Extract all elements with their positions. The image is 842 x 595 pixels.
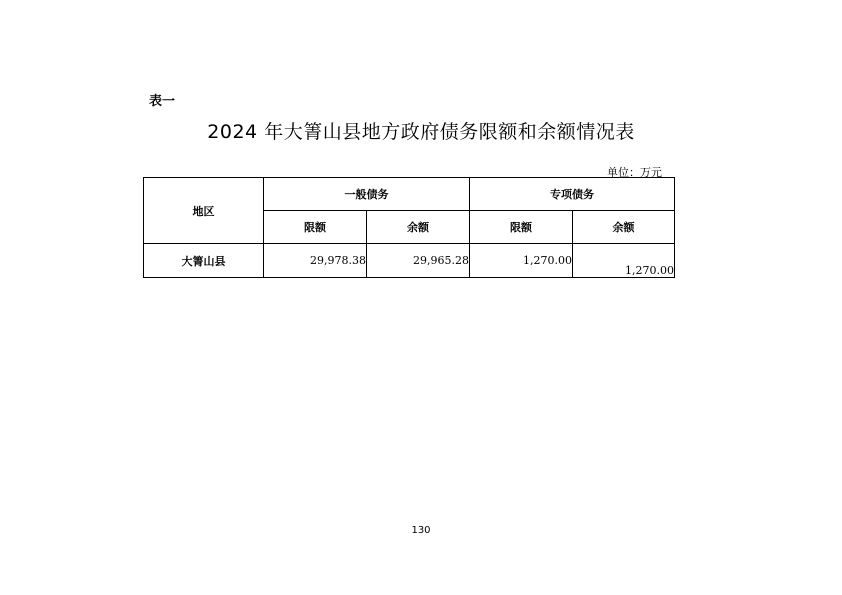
- page-title: 2024 年大箐山县地方政府债务限额和余额情况表: [207, 121, 635, 143]
- cell-general-limit: 29,978.38: [264, 244, 367, 278]
- page-number: 130: [411, 525, 431, 536]
- cell-special-limit: 1,270.00: [470, 244, 573, 278]
- header-region: 地区: [144, 178, 264, 244]
- unit-note: 单位：万元: [607, 166, 662, 179]
- header-special-balance: 余额: [573, 211, 675, 244]
- debt-table: [143, 177, 675, 278]
- header-general-limit: 限额: [264, 211, 367, 244]
- table-header-row-1: [144, 178, 675, 211]
- header-general-balance: 余额: [367, 211, 470, 244]
- cell-special-balance: 1,270.00: [573, 244, 675, 278]
- table-label: 表一: [149, 94, 176, 109]
- table-row: [144, 244, 675, 278]
- cell-region: 大箐山县: [144, 244, 264, 278]
- header-general-debt: 一般债务: [264, 178, 470, 211]
- header-special-debt: 专项债务: [470, 178, 675, 211]
- header-special-limit: 限额: [470, 211, 573, 244]
- cell-general-balance: 29,965.28: [367, 244, 470, 278]
